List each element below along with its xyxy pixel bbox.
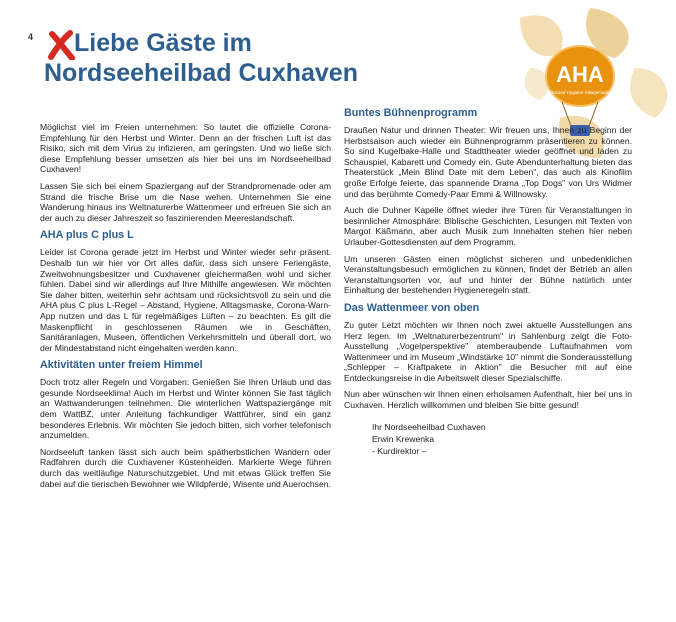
signature-line-3: - Kurdirektor – bbox=[372, 445, 427, 456]
intro-paragraph-2: Lassen Sie sich bei einem Spaziergang auf der Strandpromenade oder am Strand die frische Brise um die Nase wehen. Unternehmen Sie eine Wanderung hinaus ins Weltnaturerbe Wattenmeer und erfreuen Sie sich an der auch zu dieser Jahreszeit so faszinierenden Meereslandschaft. bbox=[40, 180, 331, 223]
intro-paragraph-1: Möglichst viel im Freien unternehmen: So lautet die offizielle Corona-Empfehlung für den Herbst und Winter. Denn an der frischen Luft ist das Risiko, sich mit dem Virus zu infizieren, am geringsten. Und wo ließe sich diese Empfehlung besser umsetzen als hier bei uns im Nordseeheilbad Cuxhaven! bbox=[40, 122, 331, 175]
stage-paragraph-1: Draußen Natur und drinnen Theater: Wir freuen uns, Ihnen zu Beginn der Herbstsaison auch wieder ein Bühnenprogramm präsentieren zu können. So sind Kugelbake-Halle und Stadttheater wieder geöffnet und laden zu Schauspiel, Kabarett und Comedy ein. Gute Abendunterhaltung bieten das Theaterstück „Mein Blind Date mit dem Leben", das auch als Kinofilm große Erfolge feierte, das spannende Drama „Top Dogs" von Urs Widmer und das berühmte Comedy-Paar Emmi & Willnowsky. bbox=[344, 125, 632, 199]
stage-paragraph-3: Um unseren Gästen einen möglichst sicheren und unbedenklichen Veranstaltungsbesuch ermöglichen zu können, findet der Betrieb an allen Veranstaltungsorten vor, auf und hinter der Bühne natürlich unter Einhaltung der bestehenden Hygieneregeln statt. bbox=[344, 253, 632, 296]
right-column bbox=[344, 107, 632, 457]
page-title bbox=[44, 28, 464, 88]
section-heading-wattenmeer: Das Wattenmeer von oben bbox=[344, 301, 480, 314]
wattenmeer-paragraph-2: Nun aber wünschen wir Ihnen einen erholsamen Aufenthalt, hier bei uns in Cuxhaven. Herzlich willkommen und bleiben Sie bitte gesund! bbox=[344, 389, 632, 411]
title-line-2: Nordseeheilbad Cuxhaven bbox=[44, 59, 358, 87]
logo-subtitle: Abstand·Hygiene·Alltagsmaske bbox=[548, 90, 612, 95]
wattenmeer-paragraph-1: Zu guter Letzt möchten wir Ihnen noch zwei aktuelle Ausstellungen ans Herz legen. Im „Weltnaturerbezentrum" in Sahlenburg zeigt die Foto-Ausstellung „Vogelperspektive" atemberaubende Luftaufnahmen vom Wattenmeer und im Museum „Windstärke 10" nimmt die Sonderausstellung „Schlepper – Kraftpakete in Aktion" die Besucher mit auf eine Entdeckungsreise in die Arbeitswelt dieser Spezialschiffe. bbox=[344, 319, 632, 383]
left-column bbox=[40, 122, 331, 495]
signature-block bbox=[344, 421, 632, 457]
section-heading-stage: Buntes Bühnenprogramm bbox=[344, 107, 478, 119]
stage-paragraph-2: Auch die Duhner Kapelle öffnet wieder ihre Türen für Veranstaltungen in besinnlicher Atmosphäre: Biblische Geschichten, Lesungen mit Texten von Margot Käßmann, aber auch Musik zum Innehalten stehen hier neben Urlauber-Gottesdiensten auf dem Programm. bbox=[344, 205, 632, 247]
title-line-1: Liebe Gäste im bbox=[74, 29, 252, 57]
signature-line-2: Erwin Krewenka bbox=[372, 433, 435, 444]
signature-line-1: Ihr Nordseeheilbad Cuxhaven bbox=[372, 421, 486, 432]
aha-paragraph: Leider ist Corona gerade jetzt im Herbst und Winter wieder sehr präsent. Deshalb tun wir hier vor Ort alles dafür, dass sich unsere Feriengäste, Zweitwohnungsbesitzer und Cuxhavener gleichermaßen wohl und sicher fühlen. Dabei sind wir allerdings auf Ihre Mithilfe angewiesen. Wir möchten Sie daher bitten, weiterhin sehr achtsam und rücksichtsvoll zu sein und die AHA plus C plus L-Regel – Abstand, Hygiene, Alltagsmaske, Corona-Warn-App nutzen und das L für regelmäßiges Lüften – zu beachten. Es gilt die Maskenpflicht in geschlossenen Räumen wie in Geschäften, Sanitäranlagen, Museen, öffentlichen Verkehrsmitteln und überall dort, wo der Mindestabstand nicht eingehalten werden kann. bbox=[40, 247, 331, 353]
section-heading-activities: Aktivitäten unter freiem Himmel bbox=[40, 359, 203, 372]
section-heading-aha: AHA plus C plus L bbox=[40, 229, 134, 242]
red-x-icon bbox=[46, 30, 76, 60]
activities-paragraph-1: Doch trotz aller Regeln und Vorgaben: Genießen Sie Ihren Urlaub und das gesunde Nordseeklima! Auch im Herbst und Winter können Sie fast täglich an Wattwanderungen teilnehmen. Die winterlichen Wattspaziergänge mit dem WattBZ, unter Anleitung fachkundiger Wattführer, sind ein ganz besonderes Erlebnis. Wir möchten Sie jedoch bitten, sich vorher telefonisch anzumelden. bbox=[40, 377, 331, 441]
page-number: 4 bbox=[28, 32, 34, 42]
activities-paragraph-2: Nordseeluft tanken lässt sich auch beim spätherbstlichen Wandern oder Radfahren durch die Cuxhavener Küstenheiden. Markierte Wege führen durch das weitläufige Naturschutzgebiet. Und mit etwas Glück treffen Sie dabei auf die tierischen Bewohner wie Wildpferde, Wisente und Auerochsen. bbox=[40, 446, 331, 489]
logo-text: AHA bbox=[556, 62, 604, 87]
